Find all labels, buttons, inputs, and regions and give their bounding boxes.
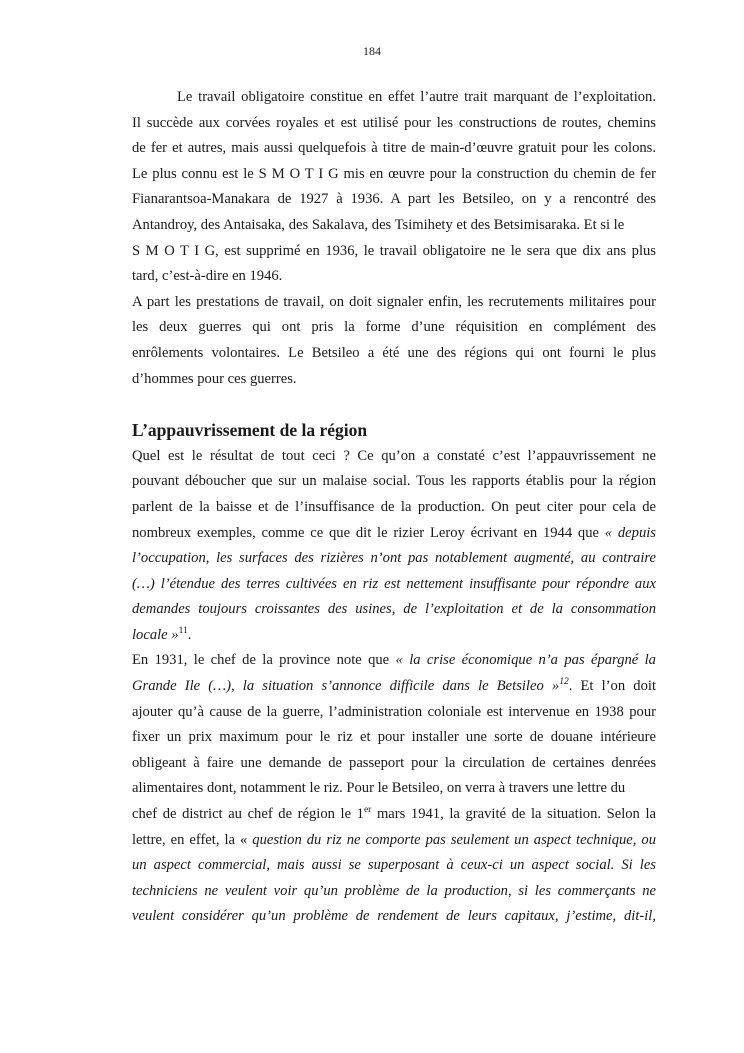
footnote-ref[interactable]: 11: [178, 626, 188, 637]
text-line: de fer et autres, mais aussi quelquefois à titre de main-d’œuvre gratuit pour les colons.: [132, 140, 656, 157]
text-line: tard, c’est-à-dire en 1946.: [132, 268, 283, 285]
text-line: un aspect commercial, mais aussi se superposant à ceux-ci un aspect social. Si les: [132, 857, 656, 874]
footnote-ref[interactable]: 12: [559, 677, 569, 688]
text-line: chef de district au chef de région le 1er mars 1941, la gravité de la situation. Selon la: [132, 805, 656, 823]
paragraph-crisis: [132, 648, 656, 930]
text-line: d’hommes pour ces guerres.: [132, 370, 297, 387]
ordinal-superscript: er: [363, 805, 372, 816]
document-body: [132, 85, 656, 930]
text-line: techniciens ne veulent voir qu’un problème de la production, si les commerçants ne: [132, 882, 656, 899]
text-line: Grande Ile (…), la situation s’annonce difficile dans le Betsileo »$^{12}$. Et l’on doit: [132, 677, 656, 695]
text-line: Le travail obligatoire constitue en effet l’autre trait marquant de l’exploitation.: [177, 89, 656, 105]
text-line: Antandroy, des Antaisaka, des Sakalava, des Tsimihety et des Betsimisaraka. Et si le: [132, 216, 625, 233]
page-number: 184: [363, 44, 381, 58]
text-line: ajouter qu’à cause de la guerre, l’administration coloniale est intervenue en 1938 pour: [132, 703, 656, 720]
text-line: alimentaires dont, notamment le riz. Pour le Betsileo, on verra à travers une lettre du: [132, 780, 626, 797]
text-line: En 1931, le chef de la province note que « la crise économique n’a pas épargné la: [132, 652, 656, 669]
text-line: Quel est le résultat de tout ceci ? Ce qu’on a constaté c’est l’appauvrissement ne: [132, 447, 656, 464]
text-line: locale »$^{11}$.: [132, 626, 192, 643]
text-line: parlent de la baisse et de l’insuffisance de la production. On peut citer pour cela de: [132, 498, 656, 515]
text-line: veulent considérer qu’un problème de rendement de leurs capitaux, j’estime, dit-il,: [132, 908, 656, 925]
section-heading: L’appauvrissement de la région: [132, 420, 368, 441]
text-line: enrôlements volontaires. Le Betsileo a été une des régions qui ont fourni le plus: [132, 344, 656, 361]
text-line: lettre, en effet, la « question du riz ne comporte pas seulement un aspect technique, ou: [132, 831, 656, 848]
text-line: pouvant déboucher que sur un malaise social. Tous les rapports établis pour la région: [132, 473, 656, 490]
text-line: Le plus connu est le S M O T I G mis en œuvre pour la construction du chemin de fer: [132, 165, 656, 182]
paragraph-forced-labor: [132, 85, 656, 290]
text-line: A part les prestations de travail, on doit signaler enfin, les recrutements militaires pour: [132, 293, 656, 310]
text-line: S M O T I G, est supprimé en 1936, le travail obligatoire ne le sera que dix ans plus: [132, 242, 656, 259]
text-line: fixer un prix maximum pour le riz et pour installer une sorte de douane intérieure: [132, 729, 656, 746]
paragraph-impoverishment: [132, 444, 656, 649]
text-line: l’occupation, les surfaces des rizières n’ont pas notablement augmenté, au contraire: [132, 550, 656, 567]
text-line: Fianarantsoa-Manakara de 1927 à 1936. A part les Betsileo, on y a rencontré des: [132, 191, 656, 208]
text-line: Il succède aux corvées royales et est utilisé pour les constructions de routes, chemins: [132, 114, 656, 131]
text-line: demandes toujours croissantes des usines, de l’exploitation et de la consommation: [132, 601, 656, 618]
text-line: les deux guerres qui ont pris la forme d’une réquisition en complément des: [132, 319, 656, 336]
text-line: obligeant à faire une demande de passeport pour la circulation de certaines denrées: [132, 754, 656, 771]
text-line: nombreux exemples, comme ce que dit le rizier Leroy écrivant en 1944 que « depuis: [132, 524, 656, 541]
paragraph-military-recruitment: [132, 290, 656, 392]
text-line: (…) l’étendue des terres cultivées en riz est nettement insuffisante pour répondre aux: [132, 575, 656, 592]
